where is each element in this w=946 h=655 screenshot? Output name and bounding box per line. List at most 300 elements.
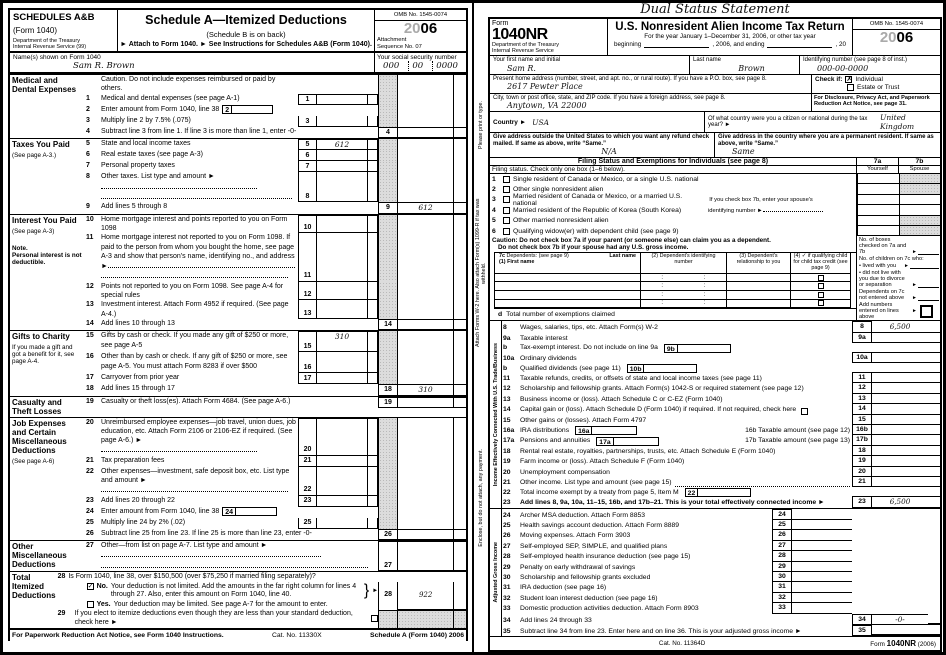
field-label: City, town or post office, state, and ZIP code. If you have a foreign address, see page 8.: [493, 94, 726, 101]
income-rows: [502, 321, 940, 507]
estate-trust-checkbox[interactable]: [847, 84, 854, 91]
amount-cell[interactable]: [398, 352, 453, 373]
amount-cell[interactable]: [398, 233, 453, 281]
line-number: 5: [86, 140, 90, 148]
city-row: [490, 94, 940, 113]
cents-cell[interactable]: [367, 456, 378, 467]
amount-cell[interactable]: 6,500: [872, 322, 928, 332]
line-label: Multiply line 2 by 7.5% (.075): [101, 116, 191, 124]
line-number: 30: [503, 573, 511, 581]
filing-status-4-checkbox[interactable]: [503, 207, 510, 214]
table-row: [84, 331, 466, 352]
no-checkbox[interactable]: [87, 583, 94, 590]
table-row: [84, 300, 466, 319]
amount-cell[interactable]: [398, 541, 453, 571]
line-number: 29: [57, 609, 66, 617]
amount-cell[interactable]: [872, 455, 928, 456]
rail-boxes: [857, 174, 940, 184]
filing-status-2-checkbox[interactable]: [503, 186, 510, 193]
amount-cell[interactable]: [398, 105, 453, 116]
box-7a[interactable]: [857, 174, 899, 184]
amount-cell[interactable]: [317, 352, 367, 373]
rail-note: [857, 255, 940, 262]
shaded-cell: [378, 610, 398, 628]
entry-line[interactable]: [918, 296, 939, 301]
schedule-a-footer: [10, 628, 466, 641]
amount-cell[interactable]: [398, 331, 453, 352]
box-number: 15: [852, 415, 872, 425]
amount-cell[interactable]: [398, 456, 453, 467]
schedule-a-pane: [3, 3, 474, 652]
line-number: 23: [503, 499, 511, 507]
amount-cell[interactable]: [398, 397, 453, 408]
col-id-number: (2) Dependent's identifying number: [641, 253, 727, 273]
taxable-amount-label: 17b Taxable amount (see page 13): [745, 437, 850, 445]
line-number: 28: [57, 572, 66, 580]
city-value[interactable]: Anytown, VA 22000: [507, 101, 587, 110]
cents-cell[interactable]: [367, 352, 378, 373]
dependent-relationship-cell[interactable]: [727, 291, 791, 300]
qualifying-child-checkbox[interactable]: [818, 300, 824, 306]
inline-entry-box[interactable]: 16a: [575, 426, 637, 435]
line29-checkbox[interactable]: [371, 615, 378, 622]
amount-cell[interactable]: [398, 94, 453, 105]
inline-entry-box[interactable]: 22: [685, 488, 752, 497]
amount-cell[interactable]: [792, 519, 842, 520]
entry-line[interactable]: [763, 206, 823, 212]
box-7a[interactable]: [857, 195, 899, 205]
identifying-number-value[interactable]: 000-00-0000: [817, 63, 869, 73]
box-7b-shaded: [899, 174, 941, 184]
margin-attach-w2: Attach Forms W-2 here. Also attach Form(s) 1099-R if tax was withheld.: [475, 198, 487, 348]
cents-cell[interactable]: [367, 496, 378, 507]
shaded-cell: [378, 172, 398, 202]
box-7b[interactable]: [899, 205, 941, 215]
box-number: 31: [772, 582, 792, 592]
line-number: 19: [503, 458, 511, 466]
option-label: Married resident of the Republic of Korea (South Korea): [513, 206, 682, 214]
amount-cell[interactable]: [872, 434, 928, 435]
qualifying-child-checkbox[interactable]: [818, 292, 824, 298]
country-value[interactable]: USA: [532, 117, 550, 127]
box-number: 4: [378, 127, 398, 138]
section-title: Filing Status and Exemptions for Individuals (see page 8): [577, 158, 769, 165]
shaded-cell: [378, 139, 398, 150]
table-row: [502, 520, 940, 530]
line-letter: d: [498, 311, 503, 319]
rail-note: [857, 288, 940, 301]
entry-line[interactable]: [101, 192, 292, 199]
filing-status-6-checkbox[interactable]: [503, 228, 510, 235]
last-name-value[interactable]: Brown: [738, 63, 765, 73]
cents-cell[interactable]: [367, 215, 378, 234]
entry-line[interactable]: [101, 485, 288, 492]
box-number: 32: [772, 593, 792, 603]
line-label: Business income or (loss). Attach Schedule C or C-EZ (Form 1040): [520, 395, 723, 403]
amount-cell[interactable]: 612: [317, 139, 367, 150]
note-text: • did not live with you due to divorce or separation: [859, 270, 905, 289]
shaded-cell: [378, 116, 398, 127]
amount-cell[interactable]: 922: [398, 582, 453, 610]
entry-line[interactable]: [101, 445, 257, 452]
section-sublabel: (See page A-3.): [12, 152, 57, 160]
citizen-country-value[interactable]: United Kingdom: [880, 113, 915, 131]
cents-cell[interactable]: [367, 300, 378, 319]
line-label: Wages, salaries, tips, etc. Attach Form(s) W-2: [520, 324, 658, 332]
field-label: Your first name and initial: [493, 57, 561, 63]
amount-cell[interactable]: [317, 150, 367, 161]
cents-cell[interactable]: [367, 172, 378, 202]
filing-status-5-checkbox[interactable]: [503, 217, 510, 224]
amount-cell[interactable]: [398, 282, 453, 301]
amount-cell[interactable]: 310: [317, 331, 367, 352]
line-number: 6: [492, 227, 496, 235]
amount-cell[interactable]: [398, 373, 453, 384]
taxpayer-name[interactable]: Sam R. Brown: [73, 61, 135, 71]
agi-rows: [502, 509, 940, 637]
cents-cell[interactable]: [367, 233, 378, 281]
dependent-name-cell[interactable]: [495, 300, 641, 309]
country-block: [490, 112, 705, 132]
table-row: [84, 75, 466, 94]
first-name-value[interactable]: Sam R.: [507, 63, 536, 73]
amount-cell[interactable]: [398, 172, 453, 202]
box-number: 16b: [852, 425, 872, 435]
box-7a[interactable]: [857, 184, 899, 194]
box-7a[interactable]: [857, 226, 899, 236]
entry-line[interactable]: [101, 271, 288, 278]
dependent-row: [495, 300, 856, 309]
cents-cell[interactable]: [367, 373, 378, 384]
shaded-cell: [378, 282, 398, 301]
line-label: Other taxes. List type and amount ►: [101, 172, 298, 202]
box-7a[interactable]: [857, 205, 899, 215]
table-row: [502, 321, 940, 332]
amount-cell[interactable]: [398, 467, 453, 496]
box-number: 19: [852, 456, 872, 466]
income-section: [490, 320, 940, 507]
cents-cell[interactable]: [367, 139, 378, 150]
table-row: [502, 541, 940, 551]
cents-cell[interactable]: [367, 467, 378, 496]
table-row: [84, 150, 466, 161]
name-block: [10, 53, 374, 72]
inline-entry-box[interactable]: 10b: [627, 364, 698, 373]
amount-cell[interactable]: [872, 466, 928, 467]
entry-line[interactable]: [644, 41, 709, 48]
cents-cell[interactable]: [367, 282, 378, 301]
dependent-id-cell[interactable]: : :: [641, 291, 727, 300]
line-number: 8: [86, 173, 90, 181]
inline-entry-box[interactable]: 17a: [596, 437, 658, 446]
line-label: Real estate taxes (see page A-3): [101, 151, 203, 159]
dependent-id-cell[interactable]: : :: [641, 300, 727, 309]
amount-cell[interactable]: [792, 529, 842, 530]
amount-cell[interactable]: [398, 215, 453, 234]
box-number: 21: [852, 477, 872, 487]
dependent-relationship-cell[interactable]: [727, 274, 791, 283]
line-label: Moving expenses. Attach Form 3903: [520, 532, 631, 540]
amount-cell[interactable]: [398, 418, 453, 456]
amount-cell[interactable]: [872, 424, 928, 425]
amount-cell[interactable]: [872, 342, 928, 343]
box-number: 34: [852, 614, 872, 625]
box-number: 25: [772, 520, 792, 530]
amount-cell[interactable]: [872, 382, 928, 383]
permanent-address-value[interactable]: Same: [732, 147, 755, 156]
option-label: Single resident of Canada or Mexico, or a single U.S. national: [513, 175, 699, 183]
option-label: Yes.: [96, 601, 111, 609]
table-row: [58, 610, 467, 628]
option-label: Qualifying widow(er) with dependent child (see page 9): [513, 227, 679, 235]
permanent-address-block: [715, 133, 940, 157]
amount-cell[interactable]: [792, 592, 842, 593]
amount-cell[interactable]: [872, 414, 928, 415]
col-qualifying-child: (4) ✓ if qualifying child for child tax credit (see page 9): [791, 253, 851, 273]
note-text: No. of children on 7c who:: [859, 256, 924, 263]
line-number: 11: [503, 374, 511, 382]
section-rows: [84, 397, 466, 417]
amount-cell[interactable]: 612: [398, 202, 453, 213]
table-row: [84, 373, 466, 384]
line-number: 25: [503, 521, 511, 529]
box-7a[interactable]: [857, 216, 899, 226]
table-row: [502, 383, 940, 393]
amount-cell[interactable]: [792, 613, 842, 614]
no-yes-block: [75, 582, 379, 610]
option-text: Your deduction may be limited. See page A-7 for the amount to enter.: [113, 601, 328, 609]
table-row: [502, 456, 940, 466]
amount-cell[interactable]: [317, 373, 367, 384]
amount-cell[interactable]: -0-: [872, 614, 928, 625]
amount-cell[interactable]: [398, 127, 453, 138]
inline-entry-box[interactable]: 2: [222, 105, 273, 114]
line-label: Pensions and annuities 17a 17b Taxable amount (see page 13): [520, 437, 850, 446]
cents-cell[interactable]: [367, 161, 378, 172]
entry-line[interactable]: [675, 481, 850, 487]
line-label: Add lines 20 through 22: [101, 496, 175, 504]
amount-cell[interactable]: [872, 445, 928, 446]
omb-block: [852, 19, 940, 55]
table-row: [502, 467, 940, 477]
amount-cell[interactable]: [792, 571, 842, 572]
amount-cell[interactable]: [872, 352, 928, 353]
line-label: Ordinary dividends: [520, 354, 577, 362]
option-label: No.: [96, 582, 108, 590]
paperwork-notice: For Paperwork Reduction Act Notice, see Form 1040 Instructions.: [12, 631, 224, 639]
line-number: 24: [503, 511, 511, 519]
amount-cell[interactable]: [792, 561, 842, 562]
entry-line[interactable]: [101, 561, 368, 568]
amount-cell[interactable]: [317, 496, 367, 507]
table-row: [502, 562, 940, 572]
amount-cell[interactable]: [398, 518, 453, 529]
line-label: Multiply line 24 by 2% (.02): [101, 518, 186, 526]
amount-cell[interactable]: [398, 161, 453, 172]
cents-cell[interactable]: [367, 116, 378, 127]
ssn-part: 0000: [432, 61, 461, 71]
line-label: Carryover from prior year: [101, 374, 180, 382]
cents-cell[interactable]: [367, 518, 378, 529]
option-label: Other single nonresident alien: [513, 186, 604, 194]
amount-cell[interactable]: [872, 362, 928, 363]
amount-cell[interactable]: 6,500: [872, 497, 928, 507]
cents-cell[interactable]: [367, 150, 378, 161]
table-row: [502, 446, 940, 456]
dependent-id-cell[interactable]: : :: [641, 274, 727, 283]
amount-cell[interactable]: [317, 282, 367, 301]
table-row: [502, 373, 940, 383]
country-row: [490, 112, 940, 133]
capital-gain-checkbox[interactable]: [801, 408, 808, 415]
amount-cell[interactable]: [398, 150, 453, 161]
attach-instruction: ► Attach to Form 1040. ► See Instructions for Schedules A&B (Form 1040).: [120, 41, 372, 48]
amount-cell[interactable]: [872, 476, 928, 477]
amount-cell[interactable]: [317, 456, 367, 467]
field-label: Give address outside the United States to which you want any refund check mailed. If same as above, write “Same.”: [493, 134, 710, 147]
amount-cell[interactable]: [398, 529, 453, 540]
table-row: [84, 105, 466, 116]
amount-cell[interactable]: [317, 161, 367, 172]
r rail-note: [857, 269, 940, 288]
amount-cell[interactable]: [398, 300, 453, 319]
cents-cell[interactable]: [367, 331, 378, 352]
box-7b-shaded: [899, 184, 941, 194]
line-label: Caution. Do not include expenses reimbursed or paid by others.: [101, 76, 276, 93]
inline-entry-box[interactable]: 24: [222, 507, 277, 516]
shaded-cell: [378, 331, 398, 352]
individual-checkbox[interactable]: [845, 76, 852, 83]
address-value[interactable]: 2617 Pewter Place: [507, 82, 583, 91]
amount-cell[interactable]: [317, 94, 367, 105]
amount-cell[interactable]: [398, 116, 453, 127]
amount-cell[interactable]: [317, 116, 367, 127]
entry-line[interactable]: [101, 550, 321, 557]
box-number: 28: [378, 582, 398, 610]
agi-section: [490, 508, 940, 637]
box-number: 27: [772, 541, 792, 551]
field-label: Country ►: [493, 118, 527, 126]
field-label: Of what country were you a citizen or national during the tax year? ►: [708, 115, 868, 128]
yes-checkbox[interactable]: [87, 601, 94, 608]
amount-cell[interactable]: [398, 496, 453, 507]
amount-cell[interactable]: [398, 507, 453, 518]
shaded-cell: [378, 507, 398, 518]
amount-cell[interactable]: [792, 602, 842, 603]
section-interest: [10, 214, 466, 331]
table-row: [84, 94, 466, 105]
arrow-icon: ►: [912, 249, 917, 256]
entry-line[interactable]: [767, 41, 832, 48]
amount-cell[interactable]: [398, 319, 453, 330]
amount-cell[interactable]: [317, 467, 367, 496]
box-7b[interactable]: [899, 195, 941, 205]
filing-status-3-checkbox[interactable]: [503, 196, 510, 203]
section-job-expenses: [10, 417, 466, 540]
qualifying-child-checkbox[interactable]: [818, 275, 824, 281]
amount-cell[interactable]: [317, 215, 367, 234]
amount-cell[interactable]: [317, 300, 367, 319]
exemptions-total-box[interactable]: [920, 305, 933, 318]
table-row: [502, 614, 940, 625]
amount-cell[interactable]: 310: [398, 384, 453, 395]
amount-cell[interactable]: [872, 372, 928, 373]
box-number: 8: [852, 321, 872, 332]
line-label: Unreimbursed employee expenses—job travel, union dues, job education, etc. Attach Form 2106 or 2106-EZ if required. (See page A-6.) ►: [101, 418, 298, 456]
line-number: 17: [86, 374, 94, 382]
qualifying-child-checkbox[interactable]: [818, 283, 824, 289]
line-number: 16a: [503, 426, 515, 434]
amount-cell[interactable]: [317, 172, 367, 202]
dependent-relationship-cell[interactable]: [727, 282, 791, 291]
arrow-icon: ►: [904, 263, 909, 270]
dual-status-annotation: Dual Status Statement: [640, 3, 790, 17]
amount-cell[interactable]: [872, 486, 928, 487]
amount-cell[interactable]: [398, 75, 453, 94]
table-row: [502, 625, 940, 636]
amount-cell[interactable]: [872, 403, 928, 404]
table-row: [502, 509, 940, 520]
line-label: Subtract line 3 from line 1. If line 3 is more than line 1, enter -0-: [101, 127, 297, 135]
amount-cell[interactable]: [872, 634, 928, 636]
line-number: 18: [86, 385, 94, 393]
entry-line[interactable]: [910, 264, 939, 269]
box-number: 14: [378, 319, 398, 330]
line-label: Other expenses—investment, safe deposit box, etc. List type and amount ►: [101, 467, 298, 496]
table-row: [84, 215, 466, 234]
amount-cell[interactable]: [317, 233, 367, 281]
dependents-header: [495, 253, 856, 273]
cents-cell[interactable]: [367, 418, 378, 456]
dependent-name-cell[interactable]: [495, 291, 641, 300]
table-row: [84, 496, 466, 507]
amount-cell[interactable]: [872, 393, 928, 394]
line-number: 10: [86, 215, 94, 223]
line-label: Is Form 1040, line 38, over $150,500 (over $75,250 if married filing separately)?: [68, 572, 316, 580]
box-number: 9: [378, 202, 398, 213]
amount-cell[interactable]: [792, 540, 842, 541]
entry-line[interactable]: [918, 283, 939, 288]
ssn-value[interactable]: [377, 61, 464, 71]
inline-entry-box[interactable]: 9b: [664, 344, 731, 353]
amount-cell[interactable]: [317, 518, 367, 529]
line-label: Other income. List type and amount (see page 15): [520, 478, 852, 487]
refund-address-value[interactable]: N/A: [601, 147, 617, 156]
dependent-id-cell[interactable]: : :: [641, 282, 727, 291]
box-number: 1: [298, 94, 317, 105]
amount-cell[interactable]: [317, 418, 367, 456]
filing-status-1-checkbox[interactable]: [503, 176, 510, 183]
check-if-block: [812, 75, 940, 93]
amount-cell[interactable]: [792, 581, 842, 582]
line-number: 2: [86, 105, 90, 113]
line-number: 17a: [503, 437, 515, 445]
line-label: Home mortgage interest not reported to you on Form 1098. If paid to the person from whom you bought the home, see page A-3 and show that person's name, identifying no., and address ►: [101, 233, 298, 281]
city-block: [490, 94, 812, 112]
table-row: [84, 529, 466, 540]
dependent-name-cell[interactable]: [495, 282, 641, 291]
entry-line[interactable]: [918, 250, 939, 255]
entry-line[interactable]: [108, 261, 295, 268]
ssn-label: Your social security number: [377, 54, 457, 61]
cents-cell[interactable]: [367, 94, 378, 105]
dependent-relationship-cell[interactable]: [727, 300, 791, 309]
amount-cell[interactable]: [792, 550, 842, 551]
line-number: 3: [492, 196, 496, 204]
dependent-name-cell[interactable]: [495, 274, 641, 283]
amount-cell[interactable]: [398, 139, 453, 150]
entry-line[interactable]: [101, 182, 257, 189]
